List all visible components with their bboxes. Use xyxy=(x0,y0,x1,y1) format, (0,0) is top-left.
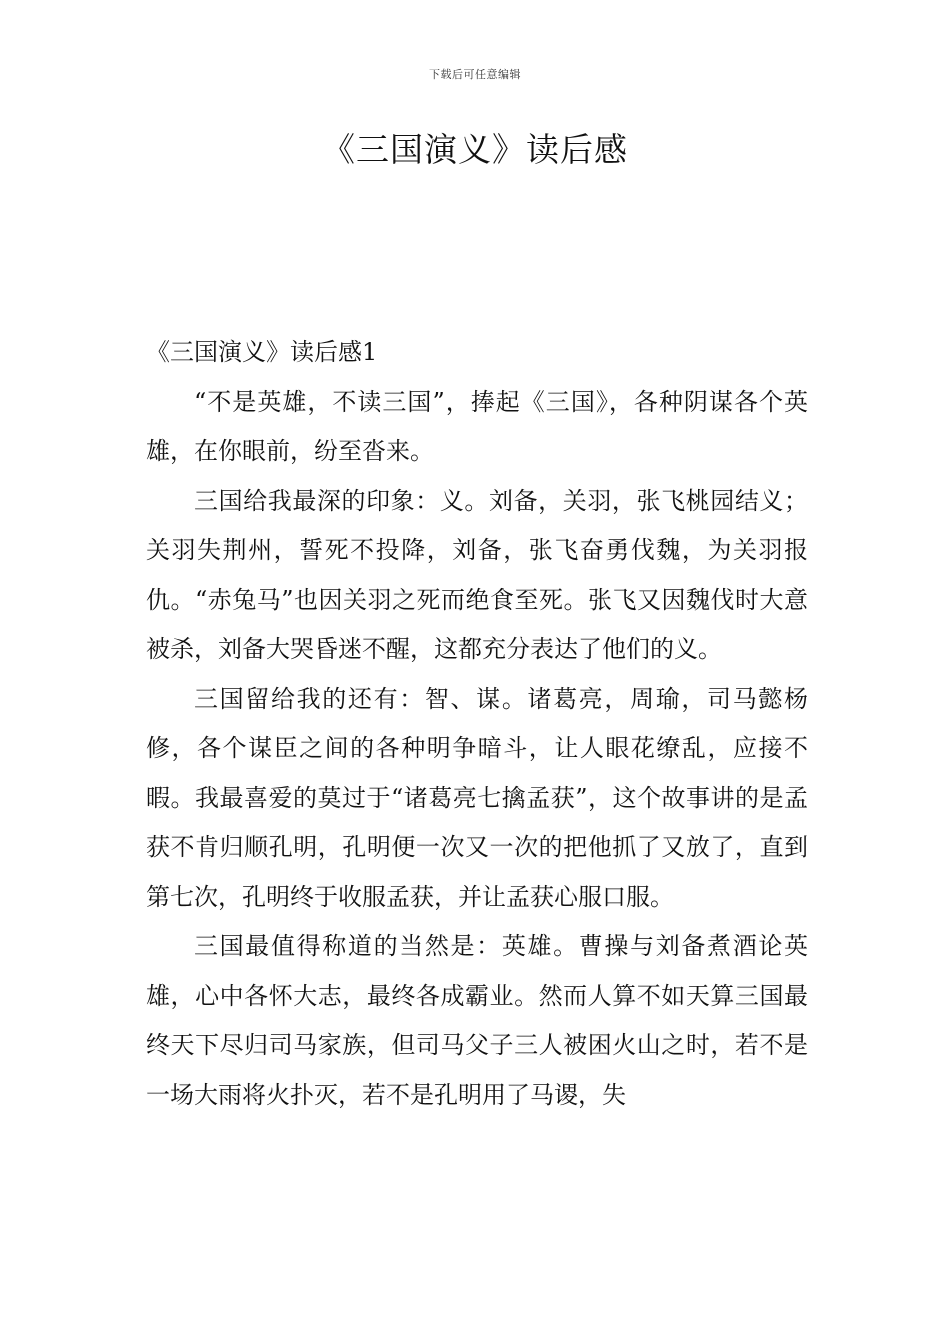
document-title: 《三国演义》读后感 xyxy=(322,130,628,169)
paragraph-1: “不是英雄，不读三国”，捧起《三国》，各种阴谋各个英雄，在你眼前，纷至沓来。 xyxy=(146,387,808,465)
essay-body xyxy=(146,328,808,1120)
paragraph-4: 三国最值得称道的当然是：英雄。曹操与刘备煮酒论英雄，心中各怀大志，最终各成霸业。然而人算不如天算三国最终天下尽归司马家族，但司马父子三人被困火山之时，若不是一场大雨将火扑灭，若不是孔明用了马谡，失 xyxy=(146,932,808,1109)
essay-heading: 《三国演义》读后感1 xyxy=(146,338,378,366)
paragraph-3: 三国留给我的还有：智、谋。诸葛亮，周瑜，司马懿杨修，各个谋臣之间的各种明争暗斗，让人眼花缭乱，应接不暇。我最喜爱的莫过于“诸葛亮七擒孟获”，这个故事讲的是孟获不肯归顺孔明，孔明便一次又一次的把他抓了又放了，直到第七次，孔明终于收服孟获，并让孟获心服口服。 xyxy=(146,684,808,911)
paragraph-2: 三国给我最深的印象：义。刘备，关羽，张飞桃园结义；关羽失荆州，誓死不投降，刘备，张飞奋勇伐魏，为关羽报仇。“赤兔马”也因关羽之死而绝食至死。张飞又因魏伐时大意被杀，刘备大哭昏迷不醒，这都充分表达了他们的义。 xyxy=(146,486,808,663)
header-note: 下载后可任意编辑 xyxy=(429,68,521,81)
